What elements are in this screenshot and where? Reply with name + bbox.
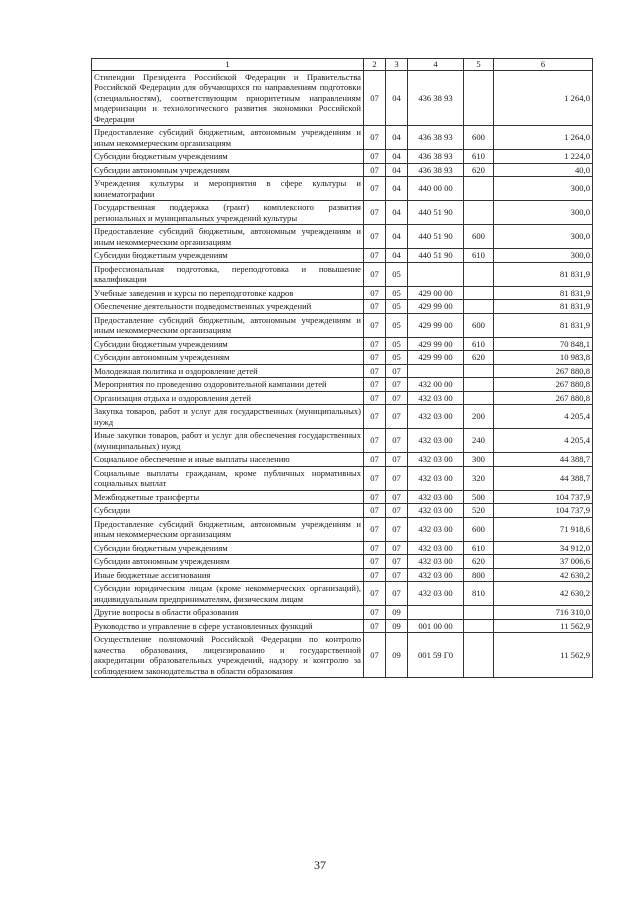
subsection-code: 05 xyxy=(386,286,408,300)
section-code: 07 xyxy=(364,453,386,467)
table-row xyxy=(92,262,593,286)
budget-table xyxy=(91,58,593,678)
header-col-3: 3 xyxy=(386,59,408,71)
amount: 1 224,0 xyxy=(494,150,593,164)
amount: 267 880,8 xyxy=(494,364,593,378)
section-code: 07 xyxy=(364,504,386,518)
target-article-code: 436 38 93 xyxy=(408,163,464,177)
target-article-code: 440 00 00 xyxy=(408,177,464,201)
row-name: Предоставление субсидий бюджетным, автономным учреждениям и иным некоммерческим организациям xyxy=(92,225,364,249)
expense-type-code xyxy=(464,378,494,392)
target-article-code: 432 03 00 xyxy=(408,429,464,453)
section-code: 07 xyxy=(364,568,386,582)
table-row xyxy=(92,582,593,606)
row-name: Профессиональная подготовка, переподготовка и повышение квалификации xyxy=(92,262,364,286)
target-article-code: 432 03 00 xyxy=(408,555,464,569)
subsection-code: 09 xyxy=(386,606,408,620)
amount: 300,0 xyxy=(494,201,593,225)
expense-type-code: 200 xyxy=(464,405,494,429)
target-article-code: 429 99 00 xyxy=(408,313,464,337)
expense-type-code xyxy=(464,262,494,286)
amount: 81 831,9 xyxy=(494,313,593,337)
expense-type-code: 600 xyxy=(464,517,494,541)
table-row xyxy=(92,225,593,249)
row-name: Иные закупки товаров, работ и услуг для обеспечения государственных (муниципальных) нужд xyxy=(92,429,364,453)
expense-type-code xyxy=(464,286,494,300)
header-col-2: 2 xyxy=(364,59,386,71)
subsection-code: 09 xyxy=(386,619,408,633)
row-name: Учебные заведения и курсы по переподготовке кадров xyxy=(92,286,364,300)
subsection-code: 04 xyxy=(386,249,408,263)
section-code: 07 xyxy=(364,351,386,365)
target-article-code: 432 03 00 xyxy=(408,391,464,405)
expense-type-code: 800 xyxy=(464,568,494,582)
amount: 81 831,9 xyxy=(494,262,593,286)
table-row xyxy=(92,429,593,453)
amount: 11 562,9 xyxy=(494,633,593,678)
amount: 10 983,8 xyxy=(494,351,593,365)
section-code: 07 xyxy=(364,429,386,453)
section-code: 07 xyxy=(364,391,386,405)
target-article-code: 429 99 00 xyxy=(408,337,464,351)
subsection-code: 04 xyxy=(386,201,408,225)
table-row xyxy=(92,313,593,337)
target-article-code: 436 38 93 xyxy=(408,70,464,126)
expense-type-code: 610 xyxy=(464,541,494,555)
subsection-code: 04 xyxy=(386,163,408,177)
table-row xyxy=(92,126,593,150)
amount: 4 205,4 xyxy=(494,429,593,453)
row-name: Субсидии автономным учреждениям xyxy=(92,351,364,365)
amount: 1 264,0 xyxy=(494,70,593,126)
subsection-code: 05 xyxy=(386,337,408,351)
row-name: Другие вопросы в области образования xyxy=(92,606,364,620)
subsection-code: 07 xyxy=(386,541,408,555)
table-row xyxy=(92,619,593,633)
row-name: Социальное обеспечение и иные выплаты населению xyxy=(92,453,364,467)
subsection-code: 07 xyxy=(386,391,408,405)
table-row xyxy=(92,541,593,555)
section-code: 07 xyxy=(364,286,386,300)
section-code: 07 xyxy=(364,490,386,504)
table-row xyxy=(92,391,593,405)
amount: 4 205,4 xyxy=(494,405,593,429)
section-code: 07 xyxy=(364,405,386,429)
subsection-code: 04 xyxy=(386,177,408,201)
target-article-code: 429 99 00 xyxy=(408,351,464,365)
row-name: Предоставление субсидий бюджетным, автономным учреждениям и иным некоммерческим организациям xyxy=(92,126,364,150)
section-code: 07 xyxy=(364,466,386,490)
table-row xyxy=(92,490,593,504)
subsection-code: 04 xyxy=(386,126,408,150)
target-article-code: 001 00 00 xyxy=(408,619,464,633)
expense-type-code: 600 xyxy=(464,225,494,249)
amount: 81 831,9 xyxy=(494,286,593,300)
section-code: 07 xyxy=(364,378,386,392)
row-name: Субсидии бюджетным учреждениям xyxy=(92,249,364,263)
row-name: Руководство и управление в сфере установленных функций xyxy=(92,619,364,633)
subsection-code: 07 xyxy=(386,582,408,606)
target-article-code: 432 03 00 xyxy=(408,582,464,606)
section-code: 07 xyxy=(364,300,386,314)
expense-type-code: 520 xyxy=(464,504,494,518)
subsection-code: 07 xyxy=(386,364,408,378)
row-name: Осуществление полномочий Российской Федерации по контролю качества образования, лицензированию и государственной аккредитации образовательных учреждений, надзору и контролю за соблюдением законодательства в области образования xyxy=(92,633,364,678)
row-name: Обеспечение деятельности подведомственных учреждений xyxy=(92,300,364,314)
section-code: 07 xyxy=(364,582,386,606)
table-body xyxy=(92,70,593,678)
target-article-code: 432 03 00 xyxy=(408,517,464,541)
subsection-code: 04 xyxy=(386,70,408,126)
section-code: 07 xyxy=(364,70,386,126)
amount: 716 310,0 xyxy=(494,606,593,620)
header-row xyxy=(92,59,593,71)
row-name: Субсидии юридическим лицам (кроме некоммерческих организаций), индивидуальным предпринимателям, физическим лицам xyxy=(92,582,364,606)
expense-type-code xyxy=(464,606,494,620)
section-code: 07 xyxy=(364,337,386,351)
target-article-code: 432 03 00 xyxy=(408,541,464,555)
expense-type-code: 240 xyxy=(464,429,494,453)
expense-type-code xyxy=(464,364,494,378)
amount: 42 630,2 xyxy=(494,568,593,582)
subsection-code: 07 xyxy=(386,466,408,490)
section-code: 07 xyxy=(364,249,386,263)
target-article-code: 432 03 00 xyxy=(408,568,464,582)
row-name: Стипендии Президента Российской Федерации и Правительства Российской Федерации для обучающихся по направлениям подготовки (специальностям), соответствующим приоритетным направлениям модернизации и технологического развития экономики Российской Федерации xyxy=(92,70,364,126)
target-article-code: 440 51 90 xyxy=(408,225,464,249)
expense-type-code xyxy=(464,201,494,225)
section-code: 07 xyxy=(364,150,386,164)
expense-type-code: 810 xyxy=(464,582,494,606)
section-code: 07 xyxy=(364,313,386,337)
target-article-code: 429 00 00 xyxy=(408,286,464,300)
target-article-code: 001 59 Г0 xyxy=(408,633,464,678)
amount: 300,0 xyxy=(494,177,593,201)
subsection-code: 07 xyxy=(386,429,408,453)
row-name: Государственная поддержка (грант) комплексного развития региональных и муниципальных учреждений культуры xyxy=(92,201,364,225)
subsection-code: 09 xyxy=(386,633,408,678)
table-row xyxy=(92,405,593,429)
target-article-code xyxy=(408,606,464,620)
subsection-code: 07 xyxy=(386,405,408,429)
amount: 34 912,0 xyxy=(494,541,593,555)
table-row xyxy=(92,177,593,201)
target-article-code: 436 38 93 xyxy=(408,126,464,150)
section-code: 07 xyxy=(364,633,386,678)
table-row xyxy=(92,606,593,620)
amount: 1 264,0 xyxy=(494,126,593,150)
expense-type-code: 600 xyxy=(464,126,494,150)
subsection-code: 04 xyxy=(386,150,408,164)
section-code: 07 xyxy=(364,126,386,150)
amount: 104 737,9 xyxy=(494,490,593,504)
row-name: Субсидии бюджетным учреждениям xyxy=(92,337,364,351)
section-code: 07 xyxy=(364,606,386,620)
target-article-code: 440 51 90 xyxy=(408,201,464,225)
row-name: Социальные выплаты гражданам, кроме публичных нормативных социальных выплат xyxy=(92,466,364,490)
amount: 300,0 xyxy=(494,249,593,263)
table-row xyxy=(92,286,593,300)
table-header xyxy=(92,59,593,71)
subsection-code: 05 xyxy=(386,313,408,337)
amount: 70 848,1 xyxy=(494,337,593,351)
expense-type-code: 300 xyxy=(464,453,494,467)
subsection-code: 07 xyxy=(386,517,408,541)
section-code: 07 xyxy=(364,262,386,286)
row-name: Субсидии бюджетным учреждениям xyxy=(92,541,364,555)
row-name: Организация отдыха и оздоровления детей xyxy=(92,391,364,405)
section-code: 07 xyxy=(364,201,386,225)
row-name: Молодежная политика и оздоровление детей xyxy=(92,364,364,378)
section-code: 07 xyxy=(364,364,386,378)
amount: 71 918,6 xyxy=(494,517,593,541)
row-name: Субсидии xyxy=(92,504,364,518)
subsection-code: 07 xyxy=(386,555,408,569)
expense-type-code: 610 xyxy=(464,337,494,351)
expense-type-code: 620 xyxy=(464,351,494,365)
amount: 40,0 xyxy=(494,163,593,177)
amount: 42 630,2 xyxy=(494,582,593,606)
table-row xyxy=(92,249,593,263)
row-name: Мероприятия по проведению оздоровительной кампании детей xyxy=(92,378,364,392)
target-article-code: 440 51 90 xyxy=(408,249,464,263)
expense-type-code: 610 xyxy=(464,150,494,164)
section-code: 07 xyxy=(364,177,386,201)
table-row xyxy=(92,633,593,678)
table-row xyxy=(92,150,593,164)
table-row xyxy=(92,466,593,490)
expense-type-code xyxy=(464,70,494,126)
table-row xyxy=(92,70,593,126)
amount: 44 388,7 xyxy=(494,453,593,467)
section-code: 07 xyxy=(364,541,386,555)
subsection-code: 05 xyxy=(386,300,408,314)
target-article-code: 432 03 00 xyxy=(408,504,464,518)
subsection-code: 07 xyxy=(386,453,408,467)
amount: 267 880,8 xyxy=(494,378,593,392)
expense-type-code: 320 xyxy=(464,466,494,490)
target-article-code: 432 00 00 xyxy=(408,378,464,392)
row-name: Субсидии автономным учреждениям xyxy=(92,555,364,569)
target-article-code: 432 03 00 xyxy=(408,466,464,490)
expense-type-code: 620 xyxy=(464,163,494,177)
target-article-code: 436 38 93 xyxy=(408,150,464,164)
expense-type-code: 500 xyxy=(464,490,494,504)
subsection-code: 04 xyxy=(386,225,408,249)
table-row xyxy=(92,364,593,378)
table-row xyxy=(92,517,593,541)
expense-type-code xyxy=(464,633,494,678)
table-row xyxy=(92,351,593,365)
amount: 104 737,9 xyxy=(494,504,593,518)
subsection-code: 07 xyxy=(386,490,408,504)
expense-type-code xyxy=(464,300,494,314)
target-article-code xyxy=(408,262,464,286)
row-name: Субсидии автономным учреждениям xyxy=(92,163,364,177)
section-code: 07 xyxy=(364,555,386,569)
subsection-code: 05 xyxy=(386,262,408,286)
header-col-6: 6 xyxy=(494,59,593,71)
row-name: Иные бюджетные ассигнования xyxy=(92,568,364,582)
section-code: 07 xyxy=(364,225,386,249)
subsection-code: 05 xyxy=(386,351,408,365)
target-article-code: 432 03 00 xyxy=(408,405,464,429)
expense-type-code: 620 xyxy=(464,555,494,569)
subsection-code: 07 xyxy=(386,378,408,392)
expense-type-code xyxy=(464,177,494,201)
table-row xyxy=(92,300,593,314)
table-row xyxy=(92,504,593,518)
amount: 300,0 xyxy=(494,225,593,249)
amount: 44 388,7 xyxy=(494,466,593,490)
section-code: 07 xyxy=(364,619,386,633)
table-row xyxy=(92,163,593,177)
row-name: Межбюджетные трансферты xyxy=(92,490,364,504)
section-code: 07 xyxy=(364,517,386,541)
section-code: 07 xyxy=(364,163,386,177)
subsection-code: 07 xyxy=(386,568,408,582)
amount: 81 831,9 xyxy=(494,300,593,314)
target-article-code: 429 99 00 xyxy=(408,300,464,314)
amount: 11 562,9 xyxy=(494,619,593,633)
target-article-code: 432 03 00 xyxy=(408,490,464,504)
expense-type-code: 610 xyxy=(464,249,494,263)
table-row xyxy=(92,568,593,582)
row-name: Учреждения культуры и мероприятия в сфере культуры и кинематографии xyxy=(92,177,364,201)
row-name: Закупка товаров, работ и услуг для государственных (муниципальных) нужд xyxy=(92,405,364,429)
header-col-5: 5 xyxy=(464,59,494,71)
table-row xyxy=(92,378,593,392)
amount: 267 880,8 xyxy=(494,391,593,405)
table-row xyxy=(92,453,593,467)
page-number: 37 xyxy=(314,858,326,872)
row-name: Предоставление субсидий бюджетным, автономным учреждениям и иным некоммерческим организациям xyxy=(92,517,364,541)
amount: 37 006,6 xyxy=(494,555,593,569)
table-row xyxy=(92,337,593,351)
target-article-code xyxy=(408,364,464,378)
expense-type-code xyxy=(464,619,494,633)
expense-type-code xyxy=(464,391,494,405)
header-col-4: 4 xyxy=(408,59,464,71)
expense-type-code: 600 xyxy=(464,313,494,337)
row-name: Субсидии бюджетным учреждениям xyxy=(92,150,364,164)
header-col-1: 1 xyxy=(92,59,364,71)
table-row xyxy=(92,201,593,225)
target-article-code: 432 03 00 xyxy=(408,453,464,467)
row-name: Предоставление субсидий бюджетным, автономным учреждениям и иным некоммерческим организациям xyxy=(92,313,364,337)
table-row xyxy=(92,555,593,569)
subsection-code: 07 xyxy=(386,504,408,518)
